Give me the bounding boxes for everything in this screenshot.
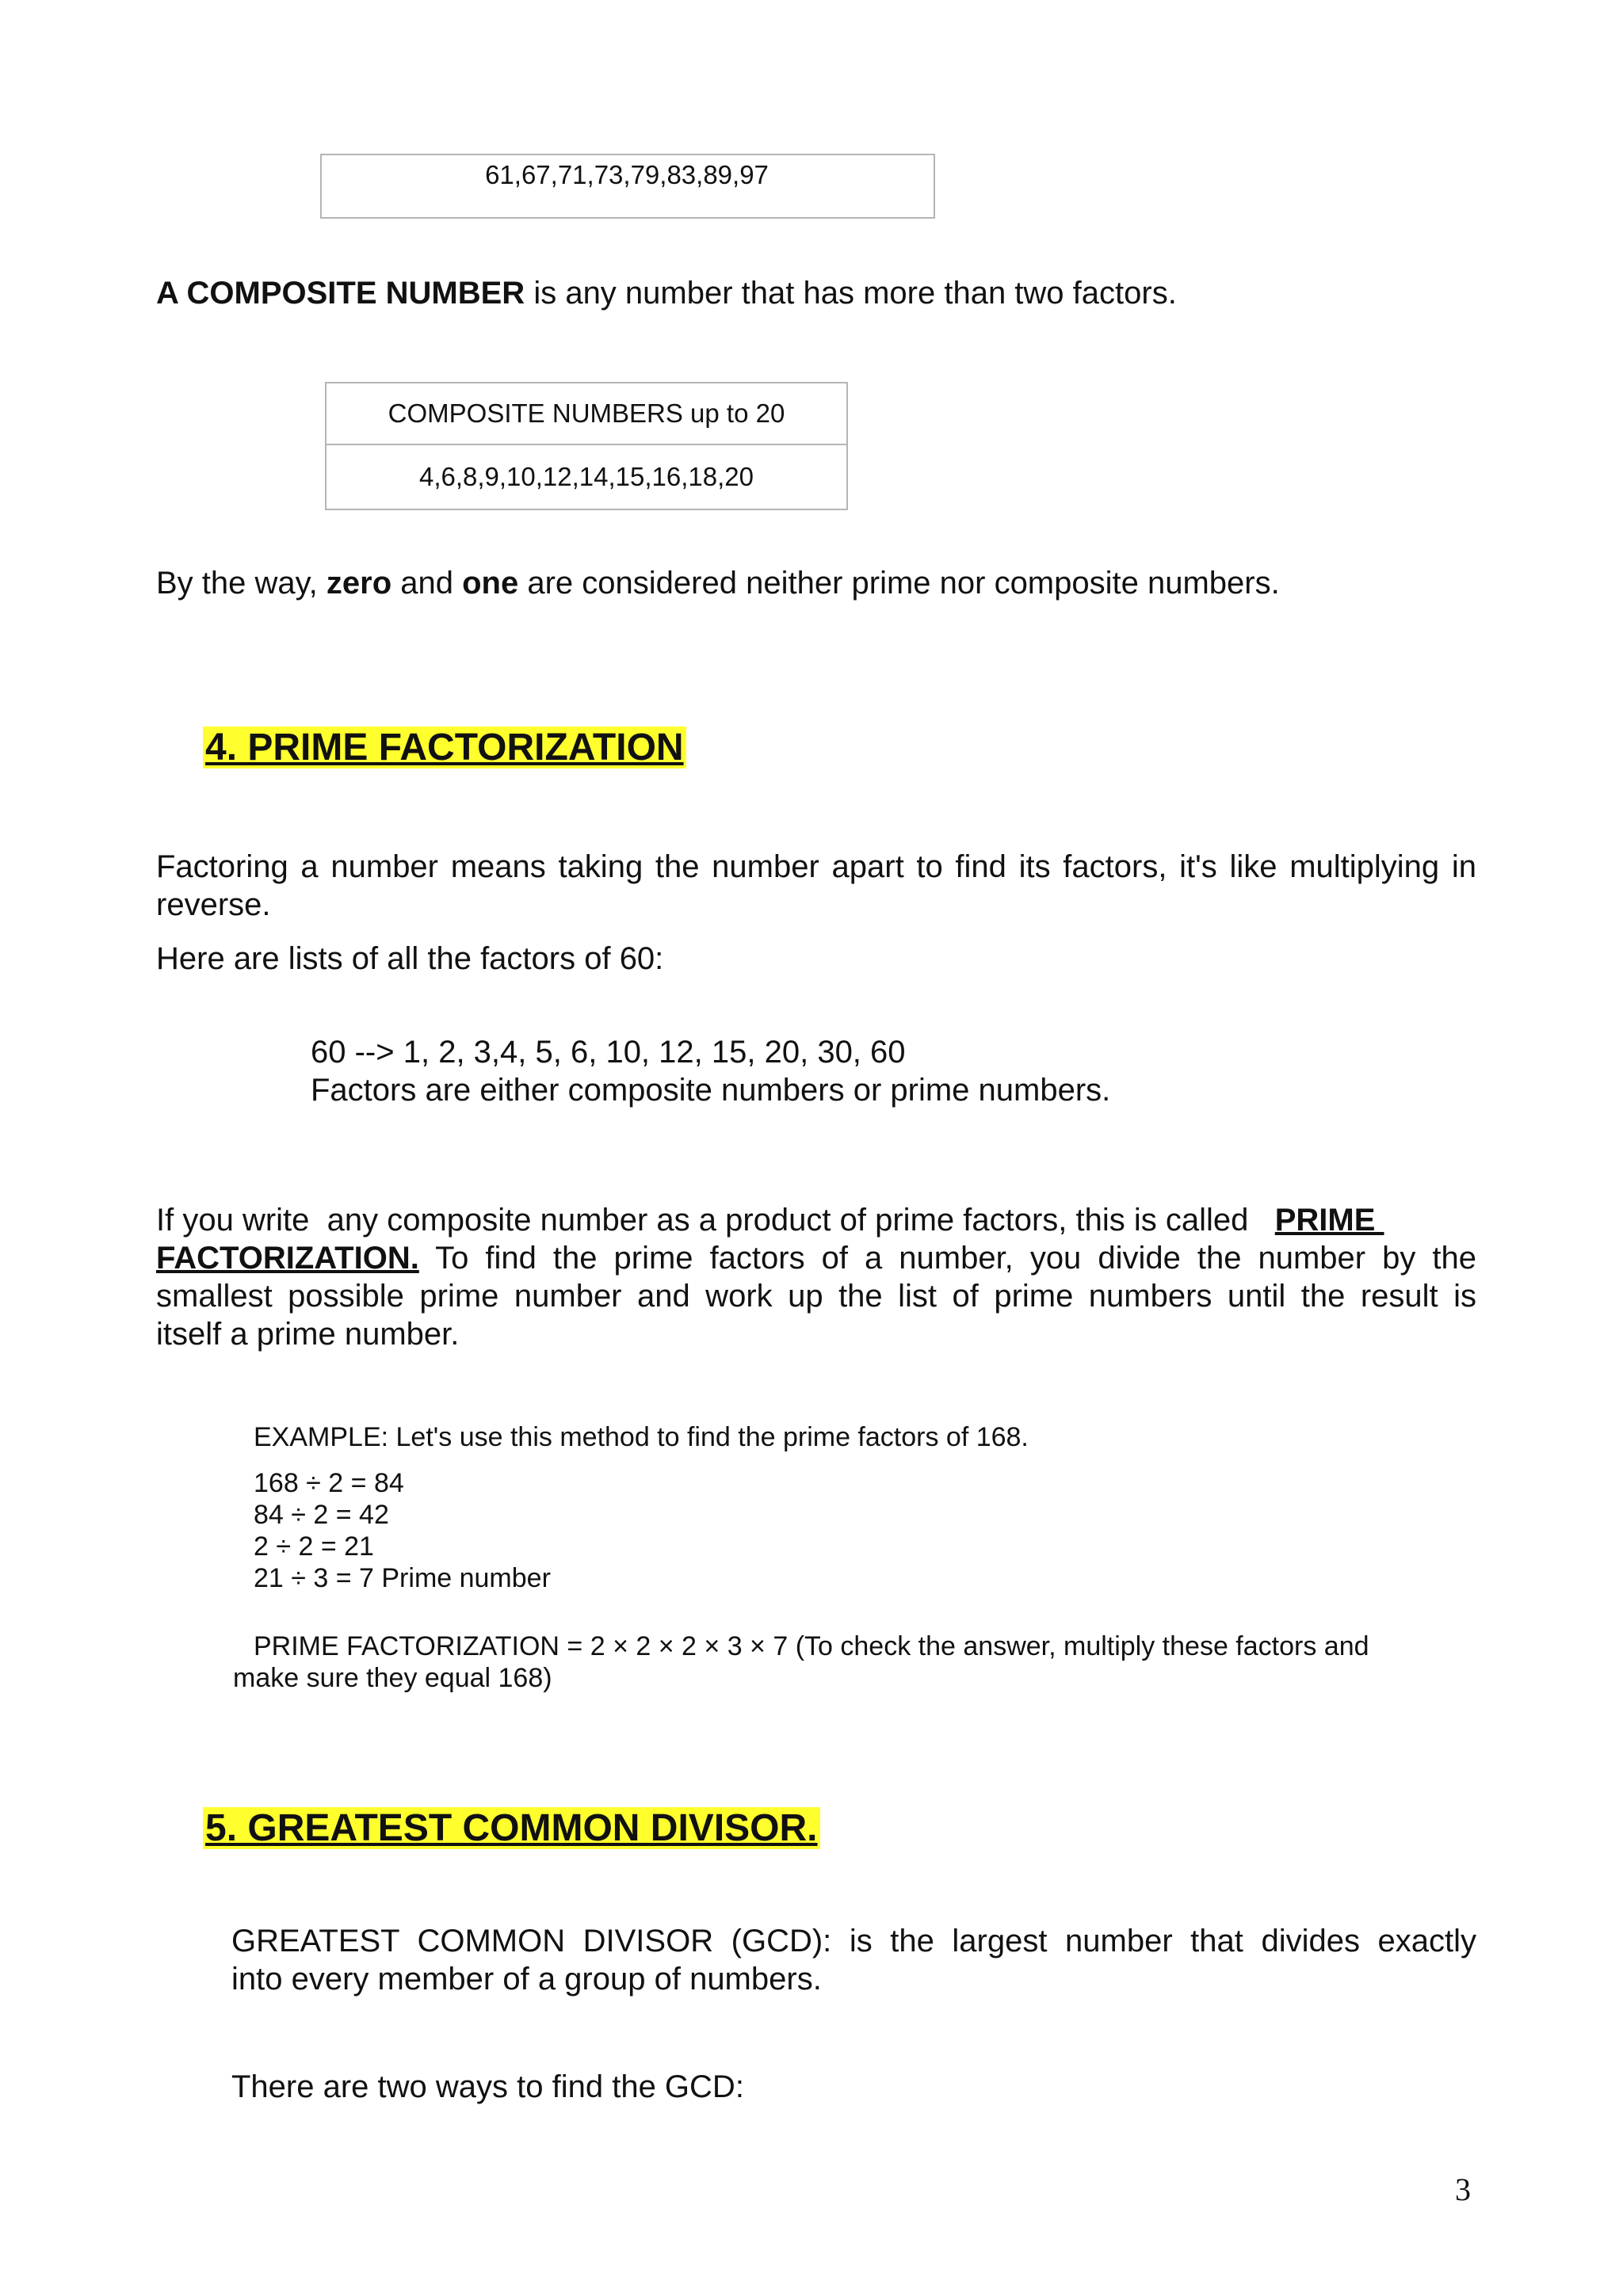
neither-note-part1: By the way, [156, 566, 327, 601]
example-step: 168 ÷ 2 = 84 [254, 1468, 404, 1498]
paragraph-line2-text: To find the prime factors of a number, you divide the number by the [418, 1241, 1476, 1276]
section4-heading-wrap [203, 724, 686, 772]
section5-heading-wrap [203, 1805, 820, 1852]
composite-definition [156, 274, 1177, 312]
paragraph-line1-text: If you write any composite number as a product of prime factors, this is called [156, 1203, 1275, 1238]
prime-factorization-paragraph [156, 1201, 1476, 1353]
composite-definition-text: is any number that has more than two factors. [525, 276, 1177, 311]
section5-heading: 5. GREATEST COMMON DIVISOR. [203, 1807, 820, 1849]
factors-of-60 [311, 1033, 1110, 1109]
paragraph-line3: smallest possible prime number and work up the list of prime numbers until the result is [156, 1279, 1476, 1314]
composite-table-header: COMPOSITE NUMBERS up to 20 [327, 383, 846, 445]
paragraph-line1 [156, 1201, 1476, 1239]
factoring-intro-line2: reverse. [156, 887, 271, 922]
example-step: 21 ÷ 3 = 7 Prime number [254, 1563, 551, 1593]
paragraph-line4: itself a prime number. [156, 1317, 460, 1352]
example-step: 84 ÷ 2 = 42 [254, 1500, 389, 1530]
factors-of-60-line: 60 --> 1, 2, 3,4, 5, 6, 10, 12, 15, 20, 30, 60 [311, 1035, 906, 1070]
composite-table-row: 4,6,8,9,10,12,14,15,16,18,20 [418, 462, 754, 491]
factoring-intro [156, 848, 1476, 924]
example-step: 2 ÷ 2 = 21 [254, 1531, 374, 1562]
neither-note-part2: and [391, 566, 463, 601]
prime-term: PRIME [1274, 1203, 1384, 1238]
gcd-definition-line2: into every member of a group of numbers. [231, 1962, 822, 1997]
composite-table [325, 382, 848, 510]
gcd-ways: There are two ways to find the GCD: [231, 2069, 744, 2104]
one-term: one [462, 566, 519, 601]
page-number: 3 [1455, 2172, 1471, 2207]
factorization-term: FACTORIZATION. [156, 1241, 419, 1276]
factoring-intro-line1: Factoring a number means taking the number apart to find its factors, it's like multiplying in [156, 849, 1476, 884]
example-result-line1: PRIME FACTORIZATION = 2 × 2 × 2 × 3 × 7 (To check the answer, multiply these factors and [254, 1631, 1369, 1661]
example-steps [254, 1467, 551, 1594]
gcd-definition-line1: GREATEST COMMON DIVISOR (GCD): is the largest number that divides exactly [231, 1924, 1476, 1958]
primes-table-row: 61,67,71,73,79,83,89,97 [485, 160, 769, 189]
paragraph-line2 [156, 1239, 1476, 1277]
section4-heading: 4. PRIME FACTORIZATION [203, 727, 686, 769]
zero-term: zero [326, 566, 392, 601]
gcd-definition [231, 1922, 1476, 1998]
example-title: EXAMPLE: Let's use this method to find the prime factors of 168. [254, 1422, 1029, 1452]
factors-list-intro: Here are lists of all the factors of 60: [156, 941, 664, 976]
neither-note-part3: are considered neither prime nor composite numbers. [518, 566, 1280, 601]
neither-note [156, 564, 1280, 602]
factors-note: Factors are either composite numbers or prime numbers. [311, 1073, 1111, 1108]
primes-table [320, 154, 935, 219]
composite-term: A COMPOSITE NUMBER [156, 276, 525, 311]
example-result [233, 1630, 1369, 1694]
example-result-line2: make sure they equal 168) [233, 1663, 552, 1693]
